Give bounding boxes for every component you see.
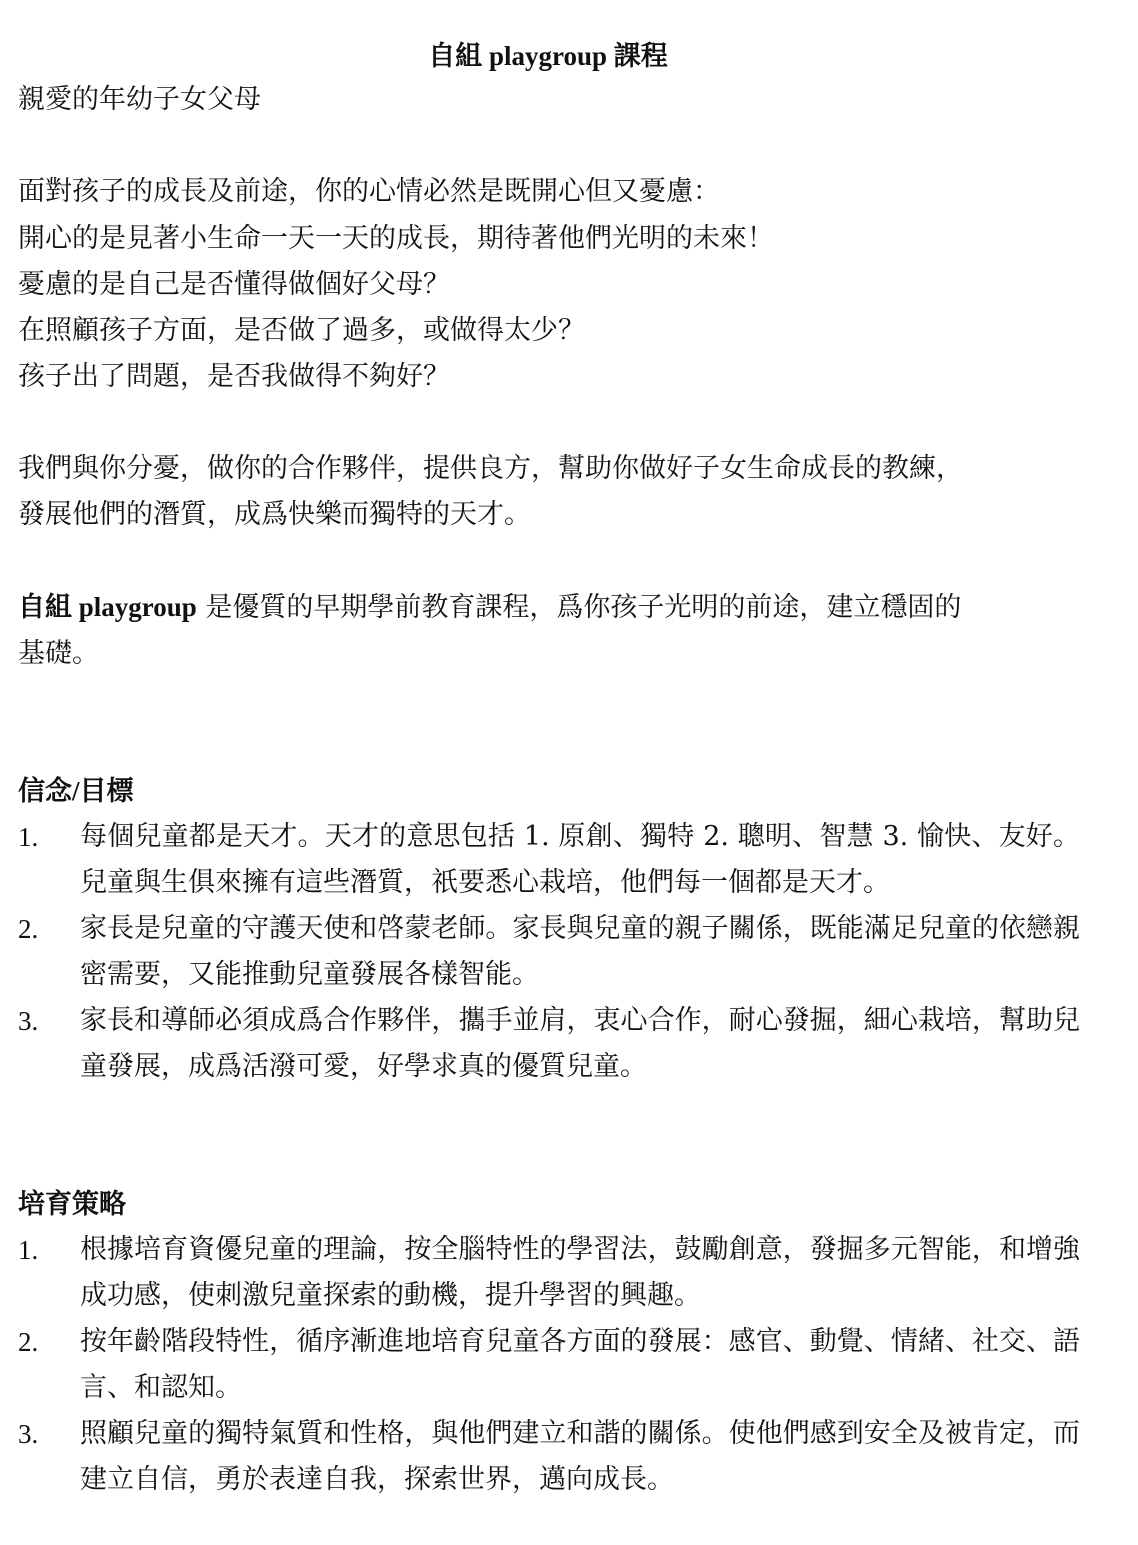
greeting: 親愛的年幼子女父母 [18,84,261,115]
intro-line: 憂慮的是自己是否懂得做個好父母？ [18,269,450,300]
item-number: 2. [18,1327,39,1357]
item-number: 3. [18,1419,39,1449]
item-number: 3. [18,1006,39,1036]
intro-line: 在照顧孩子方面，是否做了過多，或做得太少？ [18,315,585,346]
partner-line: 我們與你分憂，做你的合作夥伴，提供良方，幫助你做好子女生命成長的教練， [18,453,963,484]
item-text: 根據培育資優兒童的理論，按全腦特性的學習法，鼓勵創意，發掘多元智能，和增強成功感，使刺激兒童探索的動機，提升學習的興趣。 [80,1234,1080,1311]
item-text: 照顧兒童的獨特氣質和性格，與他們建立和諧的關係。使他們感到安全及被肯定，而建立自信，勇於表達自我，探索世界，邁向成長。 [80,1418,1080,1495]
beliefs-heading: 信念/目標 [18,776,134,806]
document-title: 自組 playgroup 課程 [428,41,668,71]
item-number: 1. [18,822,39,852]
item-text: 家長和導師必須成爲合作夥伴，攜手並肩，衷心合作，耐心發掘，細心栽培，幫助兒童發展，成爲活潑可愛，好學求真的優質兒童。 [80,1005,1080,1082]
program-description: 是優質的早期學前教育課程，爲你孩子光明的前途，建立穩固的 [196,592,962,623]
item-text: 每個兒童都是天才。天才的意思包括 1. 原創、獨特 2. 聰明、智慧 3. 愉快、友好。兒童與生俱來擁有這些潛質，祇要悉心栽培，他們每一個都是天才。 [80,821,1080,898]
intro-line: 面對孩子的成長及前途，你的心情必然是既開心但又憂慮： [18,176,720,207]
intro-line: 孩子出了問題，是否我做得不夠好？ [18,361,450,392]
item-text: 家長是兒童的守護天使和啓蒙老師。家長與兒童的親子關係，既能滿足兒童的依戀親密需要，又能推動兒童發展各樣智能。 [80,913,1080,990]
item-text: 按年齡階段特性，循序漸進地培育兒童各方面的發展：感官、動覺、情緒、社交、語言、和認知。 [80,1326,1080,1403]
program-name: 自組 playgroup [18,592,197,622]
program-line: 基礎。 [18,638,99,669]
intro-line: 開心的是見著小生命一天一天的成長，期待著他們光明的未來！ [18,223,774,254]
strategy-heading: 培育策略 [18,1189,126,1219]
program-line [18,589,961,626]
partner-line: 發展他們的潛質，成爲快樂而獨特的天才。 [18,499,531,530]
item-number: 1. [18,1235,39,1265]
item-number: 2. [18,914,39,944]
